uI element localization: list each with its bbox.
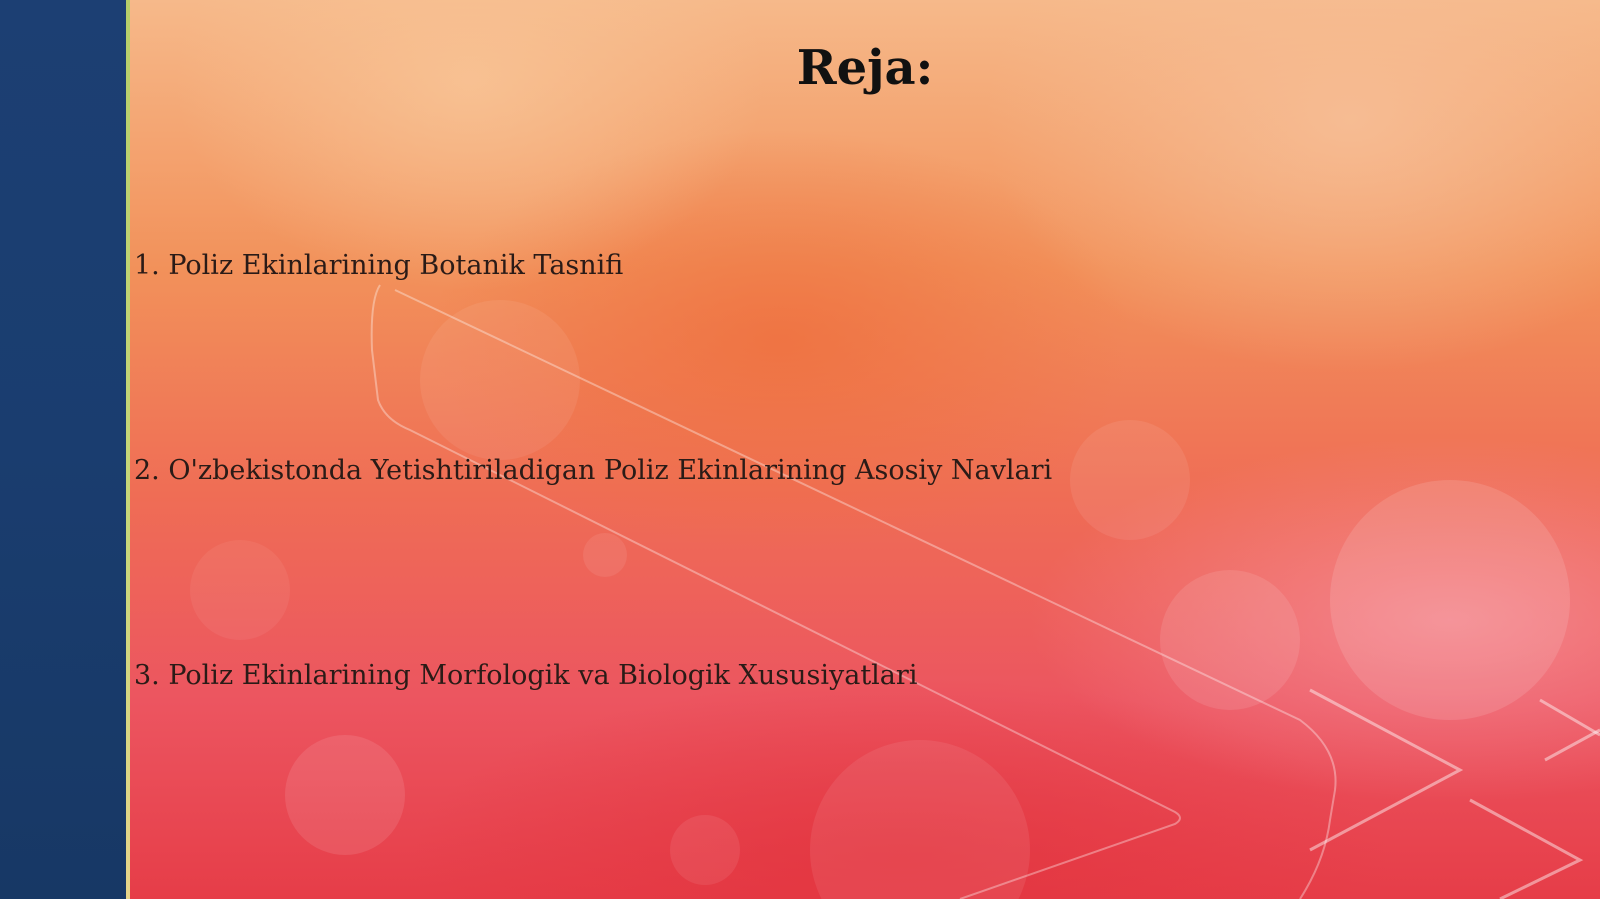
- plan-item-2: 2. O'zbekistonda Yetishtiriladigan Poliz Ekinlarining Asosiy Navlari: [134, 455, 1053, 486]
- slide-title: Reja:: [796, 40, 934, 96]
- arrow-chevrons: [1310, 690, 1600, 899]
- sidebar-bar: [0, 0, 126, 899]
- plan-item-1: 1. Poliz Ekinlarining Botanik Tasnifi: [134, 250, 624, 281]
- sidebar-accent-line: [126, 0, 130, 899]
- bokeh-circles: [190, 300, 1570, 899]
- plan-item-3: 3. Poliz Ekinlarining Morfologik va Biologik Xususiyatlari: [134, 660, 918, 691]
